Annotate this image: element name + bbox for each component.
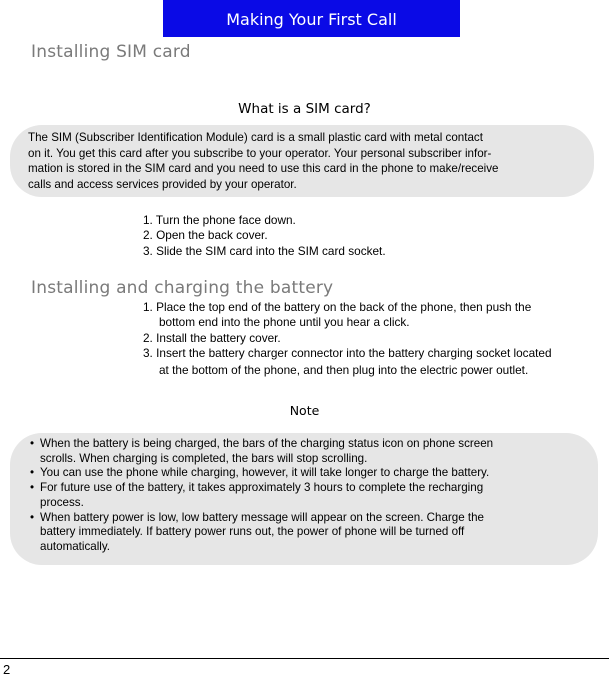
battery-step (143, 346, 607, 379)
note-item (30, 481, 582, 510)
note-list (30, 437, 582, 555)
sim-info-line: mation is stored in the SIM card and you need to use this card in the phone to make/receive (28, 162, 499, 176)
battery-step (143, 300, 607, 331)
sim-info-line: The SIM (Subscriber Identification Module) card is a small plastic card with metal contact (28, 131, 483, 144)
subheading-what-is-sim: What is a SIM card? (238, 101, 371, 117)
note-item (30, 511, 582, 555)
sim-step: 3. Slide the SIM card into the SIM card socket. (143, 243, 386, 258)
bullet-icon: • (30, 437, 35, 450)
sim-info-text (28, 130, 498, 193)
chapter-title: Making Your First Call (226, 10, 397, 29)
bullet-icon: • (30, 481, 35, 495)
note-line: You can use the phone while charging, however, it will take longer to charge the battery. (40, 466, 490, 480)
battery-step-line: at the bottom of the phone, and then plug into the electric power outlet. (159, 363, 529, 378)
note-line: scrolls. When charging is completed, the bars will stop scrolling. (40, 451, 368, 465)
note-line: battery immediately. If battery power runs out, the power of phone will be turned off (40, 525, 465, 539)
note-line: When battery power is low, low battery message will appear on the screen. Charge the (40, 510, 485, 524)
sim-info-line: calls and access services provided by your operator. (28, 178, 297, 192)
note-line: automatically. (40, 539, 111, 553)
footer-divider (0, 658, 609, 659)
section-heading-sim: Installing SIM card (31, 42, 191, 62)
sim-info-line: on it. You get this card after you subscribe to your operator. Your personal subscriber infor- (28, 146, 492, 160)
bullet-icon: • (30, 466, 35, 480)
battery-step-line: 3. Insert the battery charger connector into the battery charging socket located (143, 345, 552, 360)
battery-step (143, 331, 607, 346)
battery-step-line: 1. Place the top end of the battery on the back of the phone, then push the (143, 300, 532, 314)
sim-steps-list (143, 213, 386, 259)
battery-step-line: 2. Install the battery cover. (143, 330, 281, 345)
battery-steps-list (143, 300, 607, 378)
battery-step-line: bottom end into the phone until you hear a click. (159, 315, 410, 330)
sim-step: 1. Turn the phone face down. (143, 213, 296, 227)
chapter-banner (163, 0, 460, 37)
section-heading-battery: Installing and charging the battery (31, 278, 334, 298)
sim-step: 2. Open the back cover. (143, 228, 268, 243)
bullet-icon: • (30, 510, 35, 524)
page-number: 2 (3, 662, 11, 677)
note-line: process. (40, 495, 84, 509)
note-line: For future use of the battery, it takes approximately 3 hours to complete the recharging (40, 481, 484, 495)
note-title: Note (289, 403, 320, 418)
note-item (30, 466, 582, 481)
note-line: When the battery is being charged, the bars of the charging status icon on phone screen (40, 437, 494, 450)
note-item (30, 437, 582, 466)
